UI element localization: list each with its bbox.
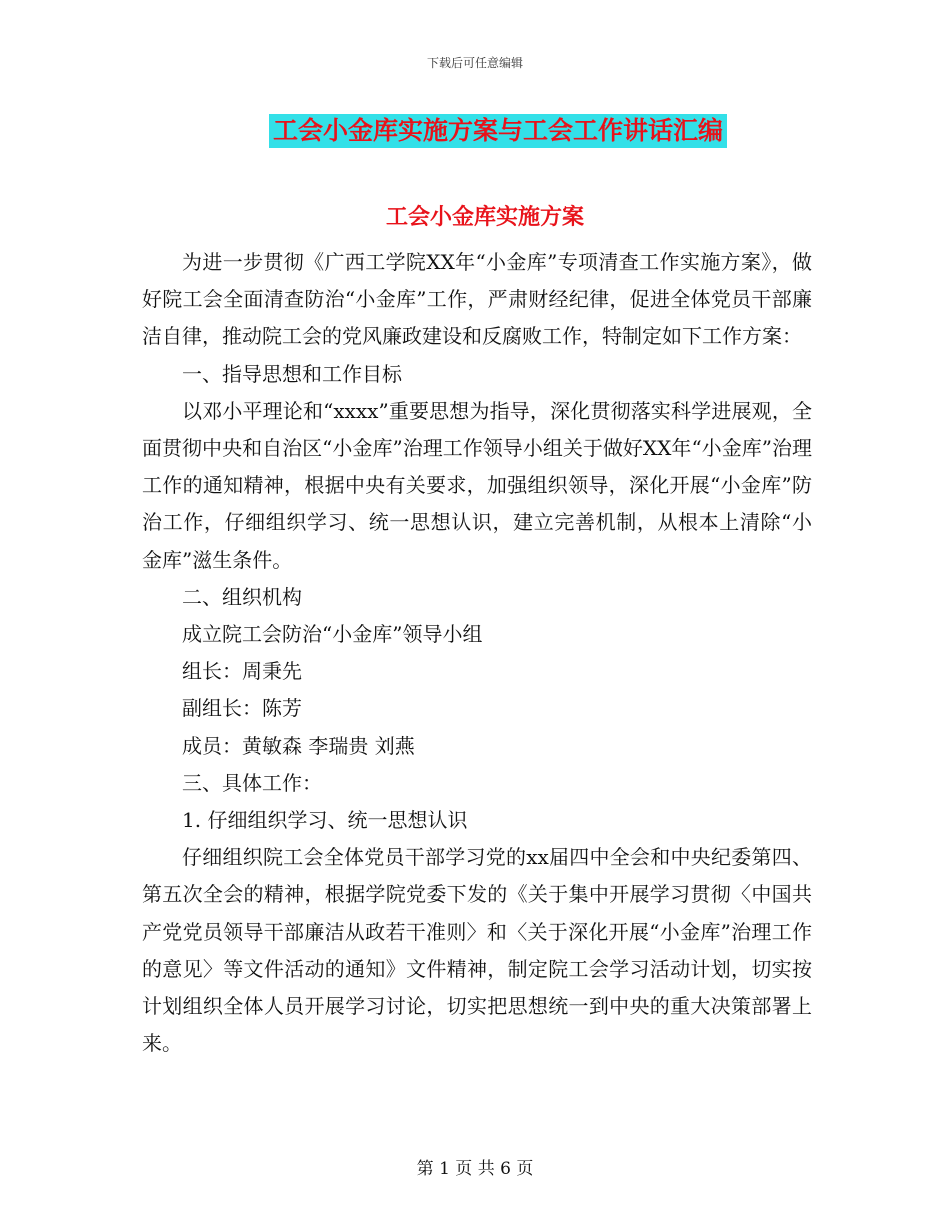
heading-organization: 二、组织机构 <box>182 584 302 609</box>
section-title: 工会小金库实施方案 <box>385 205 584 230</box>
paragraph-intro: 为进一步贯彻《广西工学院XX年“小金库”专项清查工作实施方案》，做好院工会全面清查防治“小金库”工作，严肃财经纪律，促进全体党员干部廉洁自律，推动院工会的党风廉政建设和反腐败工作，特制定如下工作方案： <box>142 250 812 349</box>
heading-guiding-ideology: 一、指导思想和工作目标 <box>182 361 402 386</box>
header-note: 下载后可任意编辑 <box>426 56 523 70</box>
page-footer: 第 1 页 共 6 页 <box>416 1159 534 1179</box>
document-body <box>142 244 812 1062</box>
doc-title-container <box>0 114 950 148</box>
paragraph-guiding-ideology: 以邓小平理论和“xxxx”重要思想为指导，深化贯彻落实科学进展观，全面贯彻中央和自治区“小金库”治理工作领导小组关于做好XX年“小金库”治理工作的通知精神，根据中央有关要求，加强组织领导，深化开展“小金库”防治工作，仔细组织学习、统一思想认识，建立完善机制，从根本上清除“小金库”滋生条件。 <box>142 398 812 572</box>
paragraph-members: 成员：黄敏森 李瑞贵 刘燕 <box>182 733 415 758</box>
paragraph-study: 仔细组织院工会全体党员干部学习党的xx届四中全会和中央纪委第四、第五次全会的精神，根据学院党委下发的《关于集中开展学习贯彻〈中国共产党党员领导干部廉洁从政若干准则〉和〈关于深化开展“小金库”治理工作的意见〉等文件活动的通知》文件精神，制定院工会学习活动计划，切实按计划组织全体人员开展学习讨论，切实把思想统一到中央的重大决策部署上来。 <box>142 845 812 1056</box>
doc-title: 工会小金库实施方案与工会工作讲话汇编 <box>269 114 727 148</box>
paragraph-deputy-leader: 副组长：陈芳 <box>182 696 302 721</box>
paragraph-leading-group: 成立院工会防治“小金库”领导小组 <box>182 622 483 647</box>
subheading-study: 1. 仔细组织学习、统一思想认识 <box>182 808 468 833</box>
heading-specific-work: 三、具体工作： <box>182 770 322 795</box>
paragraph-group-leader: 组长：周秉先 <box>182 659 302 684</box>
